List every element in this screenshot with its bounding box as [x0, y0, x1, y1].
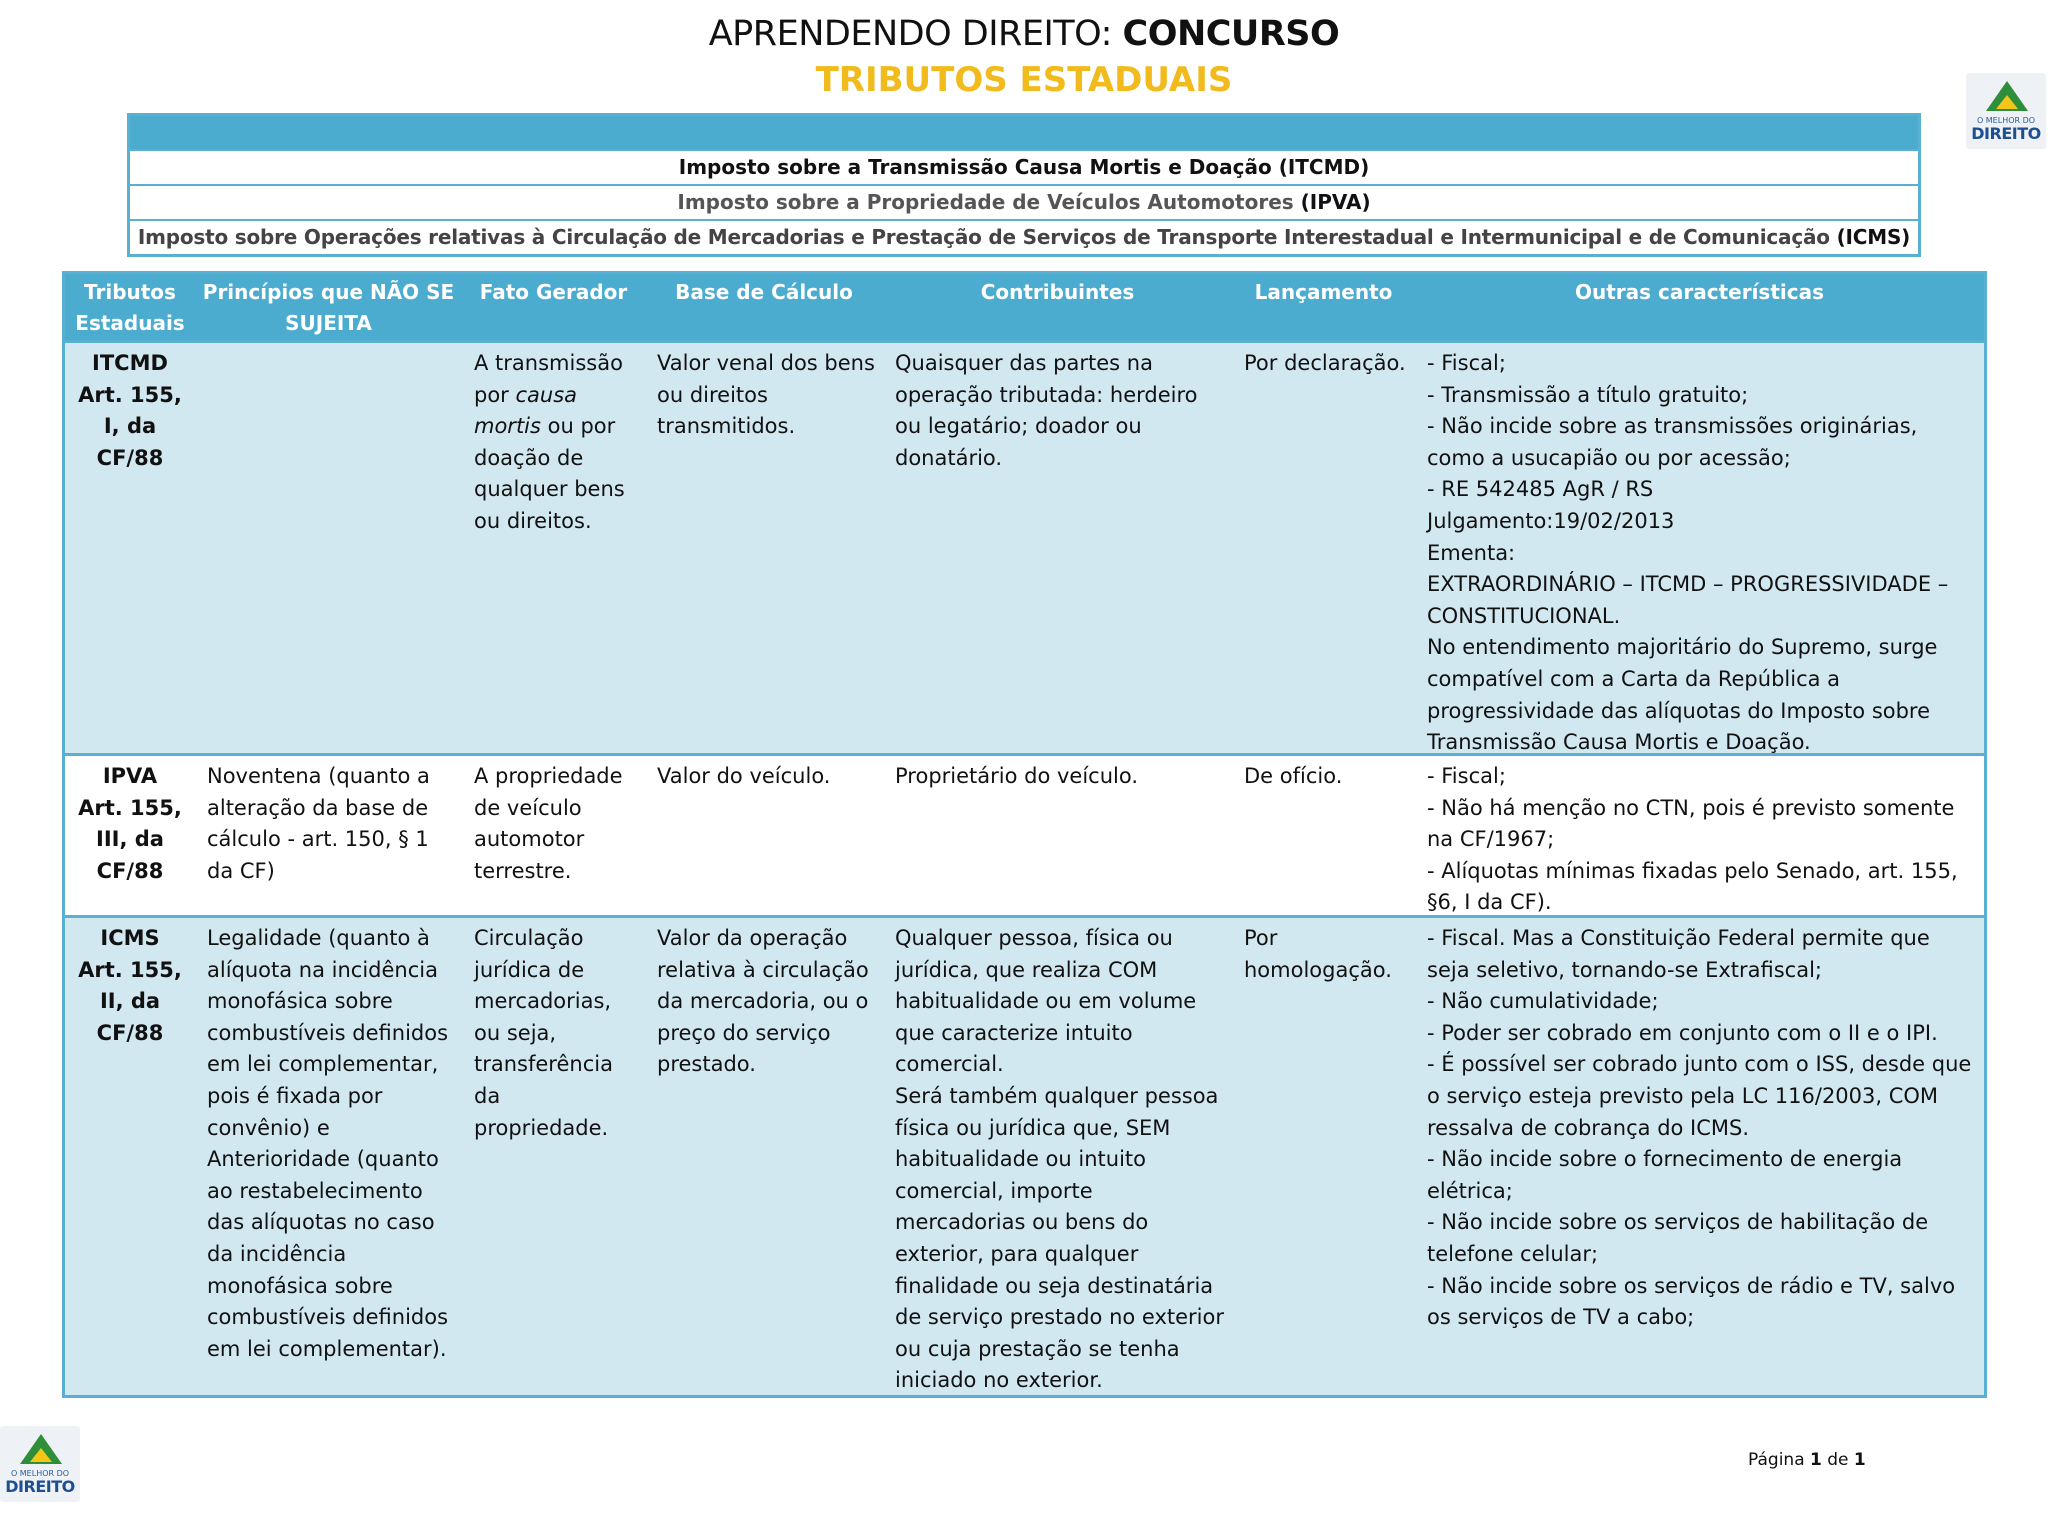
tributo-name: ITCMD — [92, 351, 168, 375]
header-lancamento: Lançamento — [1254, 280, 1393, 304]
title-bold: CONCURSO — [1122, 14, 1340, 54]
cell-outras — [1415, 756, 1984, 915]
list-item: - Fiscal; — [1427, 351, 1506, 375]
title-regular: APRENDENDO DIREITO: — [708, 14, 1123, 54]
summary-icms-text: Imposto sobre Operações relativas à Circulação de Mercadorias e Prestação de Serviços de Transporte Interestadual e Intermunicipal e de Comunicação — [137, 225, 1837, 249]
summary-icms-abbr: (ICMS) — [1836, 225, 1911, 249]
summary-itcmd: Imposto sobre a Transmissão Causa Mortis e Doação (ITCMD) — [130, 149, 1918, 184]
page-number — [1748, 1450, 1866, 1470]
cell-principios — [195, 343, 462, 753]
cell-principios: Legalidade (quanto à alíquota na incidência monofásica sobre combustíveis definidos em lei complementar, pois é fixada por convênio) e Anterioridade (quanto ao restabelecimento das alíquotas no caso da incidência monofásica sobre combustíveis definidos em lei complementar). — [207, 926, 449, 1361]
cell-tributo — [65, 918, 195, 1395]
page-current: 1 — [1810, 1450, 1822, 1470]
summary-icms — [130, 219, 1918, 254]
cell-base-calculo: Valor da operação relativa à circulação da mercadoria, ou o preço do serviço prestado. — [657, 926, 869, 1077]
list-item: Ementa: — [1427, 540, 1516, 565]
summary-ipva — [130, 184, 1918, 219]
fato-text-italic: causa mortis — [474, 382, 578, 439]
cell-fato-gerador: Circulação jurídica de mercadorias, ou seja, transferência da propriedade. — [474, 926, 613, 1140]
logo-top-right — [1966, 73, 2046, 149]
list-item: - Alíquotas mínimas fixadas pelo Senado, art. 155, §6, I da CF). — [1427, 858, 1958, 915]
fato-text-post: ou por doação de qualquer bens ou direitos. — [474, 414, 625, 533]
page-subtitle: TRIBUTOS ESTADUAIS — [815, 60, 1233, 100]
page-sep: de — [1821, 1450, 1854, 1470]
cell-tributo — [65, 756, 195, 915]
page-total: 1 — [1853, 1450, 1866, 1470]
logo-inner-triangle-icon — [30, 1448, 52, 1462]
list-item: - Não incide sobre o fornecimento de energia elétrica; — [1427, 1147, 1903, 1203]
contribuintes-paragraph: Será também qualquer pessoa física ou jurídica que, SEM habitualidade ou intuito comercial, importe mercadorias ou bens do exterior, para qualquer finalidade ou seja destinatária de serviço prestado no exterior ou cuja prestação se tenha iniciado no exterior. — [895, 1083, 1224, 1393]
tributo-article: Art. 155, I, da CF/88 — [78, 382, 182, 470]
tributo-name: IPVA — [102, 764, 158, 788]
cell-base-calculo: Valor do veículo. — [657, 764, 831, 788]
page-label: Página — [1748, 1450, 1811, 1470]
list-item: - É possível ser cobrado junto com o ISS, desde que o serviço esteja previsto pela LC 116/2003, COM ressalva de cobrança do ICMS. — [1427, 1052, 1972, 1140]
logo-small-text: O MELHOR DO — [10, 1469, 70, 1478]
cell-lancamento: Por homologação. — [1244, 926, 1392, 982]
cell-contribuintes — [883, 918, 1232, 1395]
cell-tributo — [65, 343, 195, 753]
list-item: - Não cumulatividade; — [1427, 989, 1659, 1014]
tributo-article: Art. 155, II, da CF/88 — [78, 957, 182, 1045]
list-item: - Não há menção no CTN, pois é previsto somente na CF/1967; — [1427, 795, 1955, 852]
fato-text-pre: A transmissão por — [474, 351, 623, 407]
logo-small-text: O MELHOR DO — [1976, 116, 2036, 125]
summary-header-band — [130, 116, 1918, 149]
list-item: Julgamento:19/02/2013 — [1427, 508, 1675, 533]
cell-outras — [1415, 918, 1984, 1395]
table-row-icms — [65, 915, 1984, 1395]
list-item: No entendimento majoritário do Supremo, surge compatível com a Carta da República a progressividade das alíquotas do Imposto sobre Transmissão Causa Mortis e Doação. — [1427, 635, 1938, 755]
cell-contribuintes: Proprietário do veículo. — [895, 764, 1139, 788]
cell-fato-gerador — [462, 343, 645, 753]
header-principios: Princípios que NÃO SE SUJEITA — [202, 280, 455, 335]
table-row-itcmd — [65, 340, 1984, 753]
cell-fato-gerador: A propriedade de veículo automotor terrestre. — [474, 764, 623, 883]
logo-brand-text: DIREITO — [5, 1477, 75, 1496]
taxes-table — [62, 271, 1987, 1398]
contribuintes-paragraph: Qualquer pessoa, física ou jurídica, que realiza COM habitualidade ou em volume que caracterize intuito comercial. — [895, 926, 1197, 1077]
tributo-name: ICMS — [100, 926, 160, 950]
cell-base-calculo: Valor venal dos bens ou direitos transmitidos. — [657, 351, 875, 439]
cell-outras — [1415, 343, 1984, 753]
list-item: - Fiscal; — [1427, 764, 1506, 788]
tax-summary-box — [127, 113, 1921, 257]
logo-inner-triangle-icon — [1996, 95, 2018, 109]
list-item: - Não incide sobre os serviços de habilitação de telefone celular; — [1427, 1210, 1929, 1266]
list-item: EXTRAORDINÁRIO – ITCMD – PROGRESSIVIDADE – CONSTITUCIONAL. — [1427, 572, 1949, 628]
table-header-row — [65, 274, 1984, 340]
list-item: - Fiscal. Mas a Constituição Federal permite que seja seletivo, tornando-se Extrafiscal; — [1427, 926, 1930, 982]
list-item: - Não incide sobre as transmissões originárias, como a usucapião ou por acessão; — [1427, 414, 1918, 470]
list-item: - Não incide sobre os serviços de rádio e TV, salvo os serviços de TV a cabo; — [1427, 1273, 1956, 1330]
header-tributos: Tributos Estaduais — [75, 280, 185, 335]
list-item: - Poder ser cobrado em conjunto com o II e o IPI. — [1427, 1020, 1938, 1045]
cell-principios: Noventena (quanto a alteração da base de cálculo - art. 150, § 1 da CF) — [207, 764, 430, 883]
header-base-calculo: Base de Cálculo — [675, 280, 853, 304]
logo-brand-text: DIREITO — [1971, 124, 2041, 143]
cell-lancamento: Por declaração. — [1244, 351, 1406, 375]
cell-lancamento: De ofício. — [1244, 764, 1343, 788]
list-item: - RE 542485 AgR / RS — [1427, 477, 1654, 502]
header-fato-gerador: Fato Gerador — [479, 280, 628, 304]
logo-bottom-left — [0, 1426, 80, 1502]
header-contribuintes: Contribuintes — [980, 280, 1135, 304]
cell-contribuintes: Quaisquer das partes na operação tributada: herdeiro ou legatário; doador ou donatário. — [895, 351, 1198, 470]
summary-ipva-abbr: (IPVA) — [1300, 190, 1371, 214]
summary-ipva-text: Imposto sobre a Propriedade de Veículos Automotores — [677, 190, 1301, 214]
page-title — [0, 12, 2048, 56]
list-item: - Transmissão a título gratuito; — [1427, 382, 1749, 407]
table-row-ipva — [65, 753, 1984, 915]
tributo-article: Art. 155, III, da CF/88 — [78, 795, 182, 883]
header-outras: Outras características — [1574, 280, 1824, 304]
